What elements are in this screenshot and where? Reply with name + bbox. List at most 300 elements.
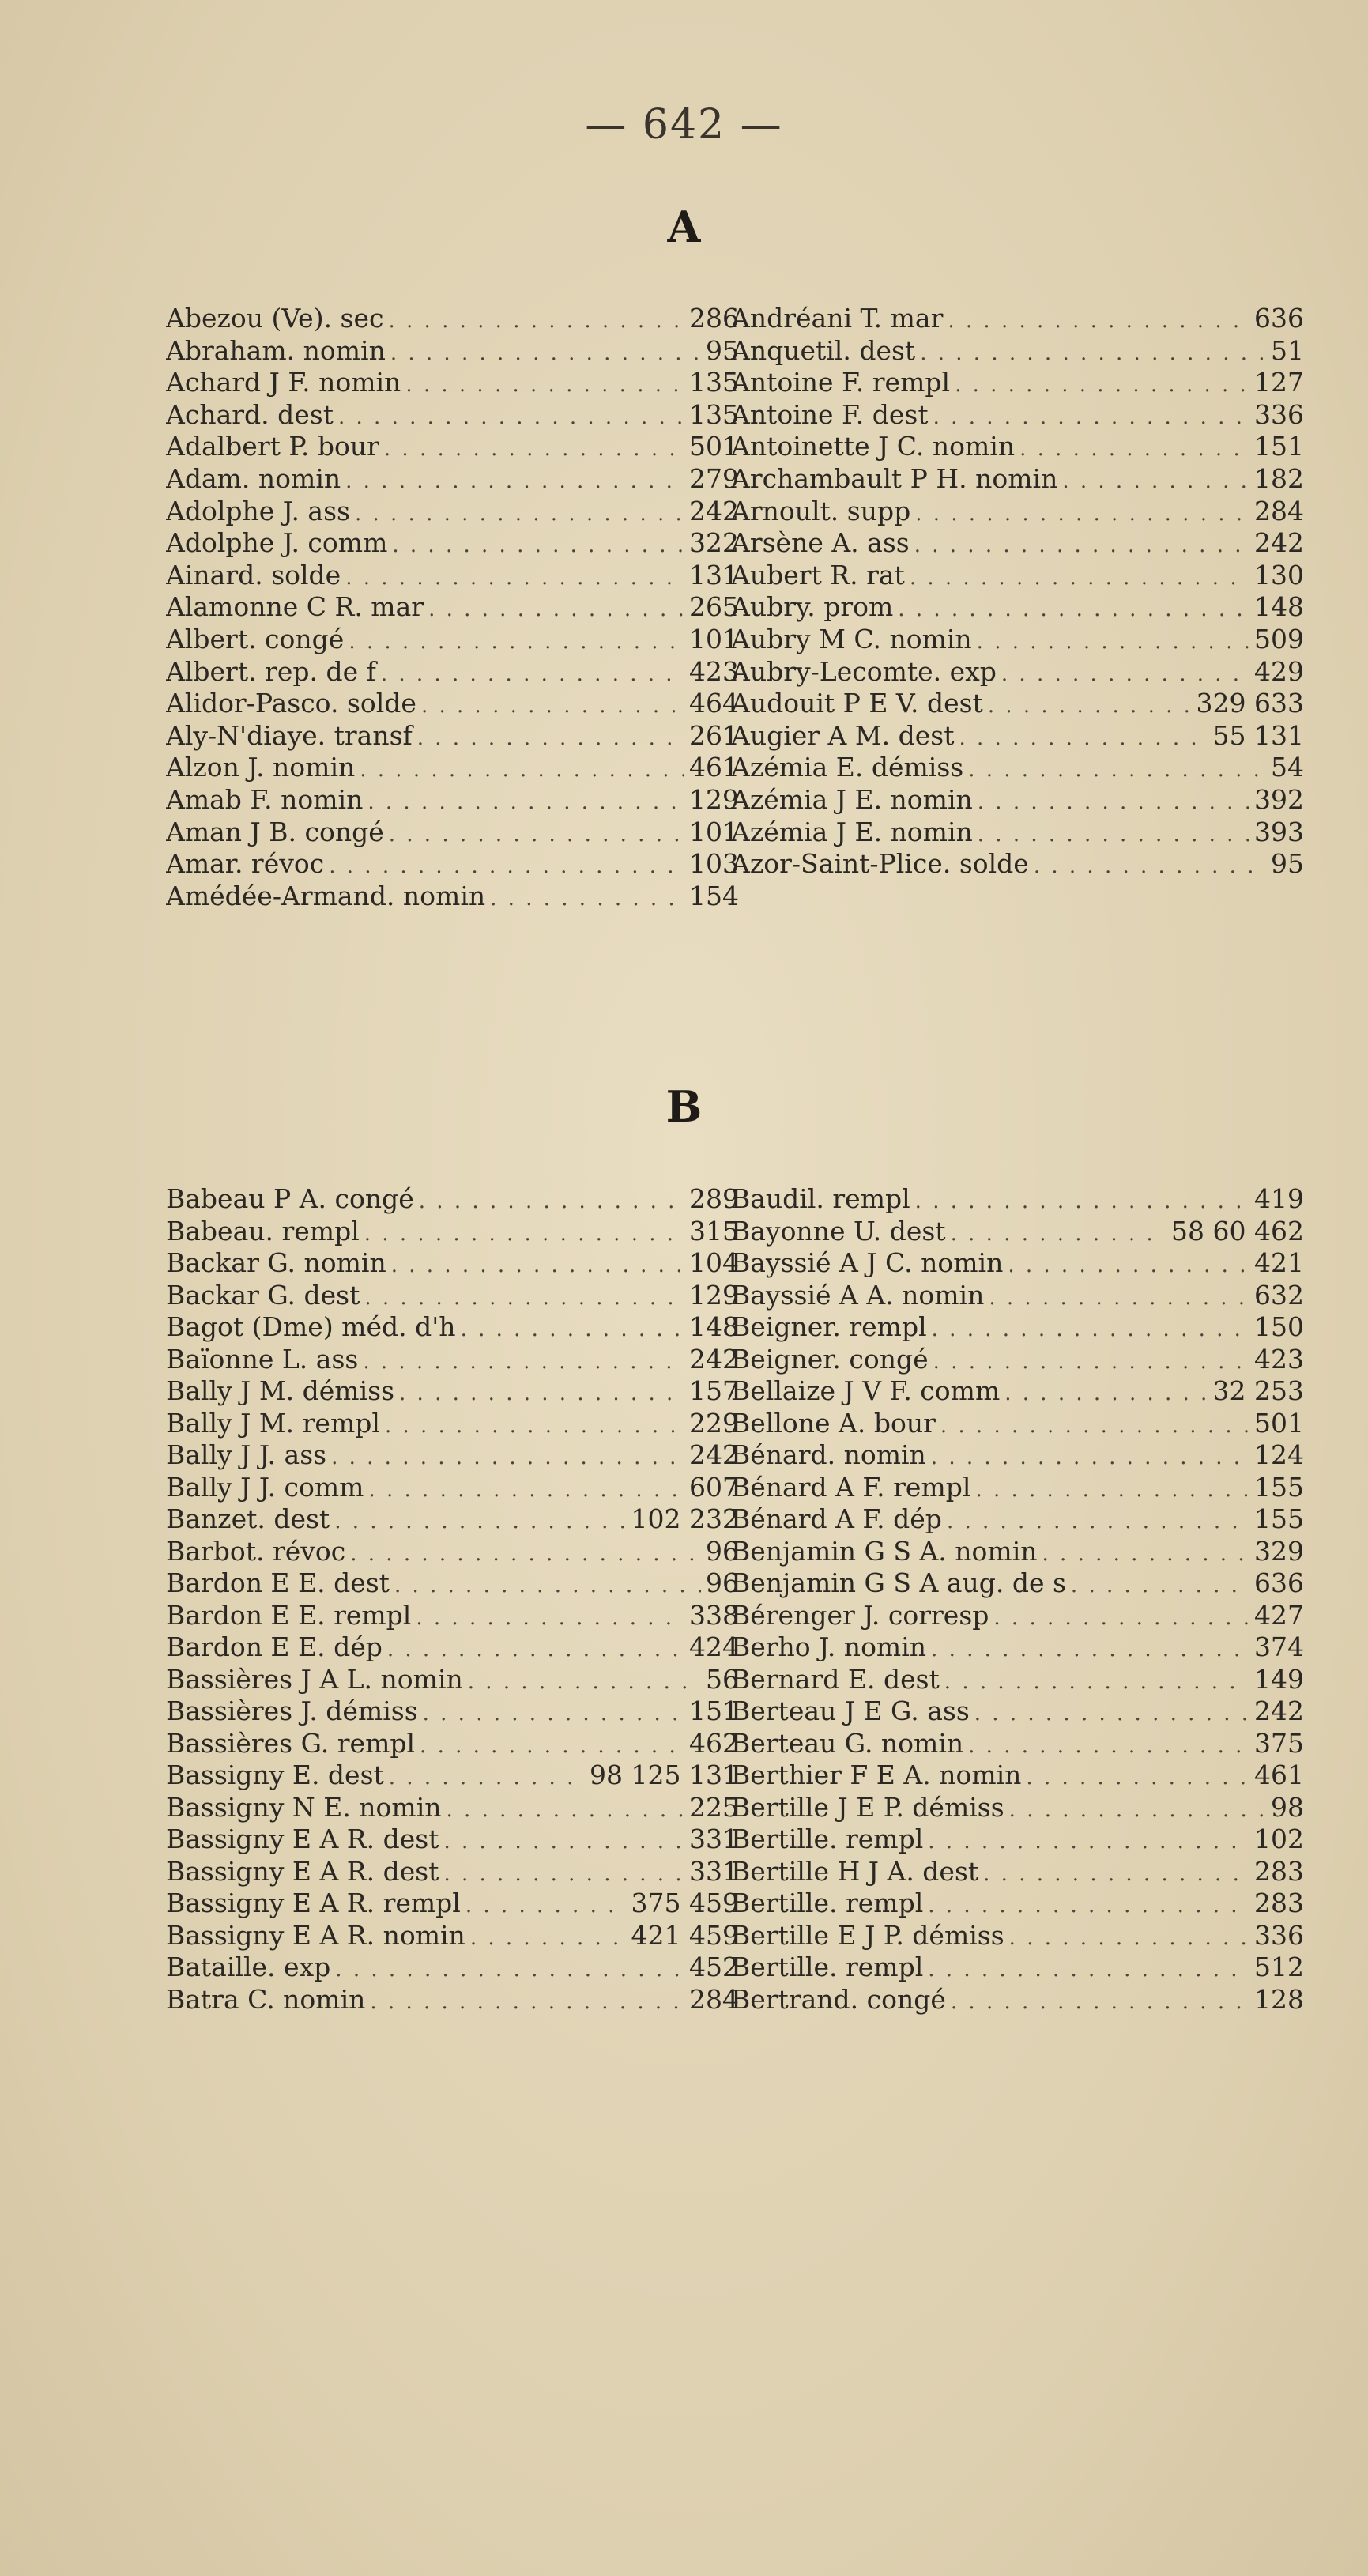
- index-entry: [731, 1183, 1304, 1216]
- index-entry: [731, 1536, 1304, 1568]
- dot-leader: [975, 1474, 1249, 1504]
- entry-pages: 96: [706, 1535, 739, 1567]
- entry-pages: 129: [689, 1279, 739, 1311]
- entry-pages: 182: [1254, 462, 1304, 494]
- entry-name: Azémia E. démiss: [731, 752, 964, 783]
- entry-name: Bally J M. rempl: [166, 1407, 380, 1439]
- dot-leader: [389, 305, 685, 335]
- dot-leader: [428, 594, 684, 624]
- entry-name: Bertille J E P. démiss: [731, 1791, 1004, 1823]
- dot-leader: [1026, 1762, 1249, 1792]
- entry-pages: 501: [689, 431, 739, 462]
- dot-leader: [1042, 1538, 1249, 1568]
- entry-pages: 284: [689, 1983, 739, 2015]
- entry-name: Achard. dest: [166, 398, 334, 430]
- index-entry: [731, 527, 1304, 560]
- entry-name: Beigner. congé: [731, 1343, 929, 1375]
- index-entry: [731, 335, 1304, 368]
- entry-name: Berho J. nomin: [731, 1631, 927, 1662]
- entry-name: Anquetil. dest: [731, 334, 916, 366]
- entry-pages: 148: [1254, 591, 1304, 623]
- entry-name: Bénard A F. rempl: [731, 1471, 971, 1503]
- entry-name: Amar. révoc: [166, 848, 325, 880]
- entry-pages: 261: [689, 719, 739, 751]
- entry-pages: 289: [689, 1183, 739, 1214]
- index-entry: [166, 1952, 739, 1984]
- section-heading-a: A: [667, 202, 701, 252]
- dot-leader: [349, 626, 684, 656]
- index-entry: [166, 1888, 739, 1920]
- entry-name: Backar G. nomin: [166, 1247, 386, 1278]
- entry-pages: 338: [689, 1599, 739, 1631]
- index-entry: [166, 1439, 739, 1472]
- entry-pages: 283: [1254, 1888, 1304, 1918]
- entry-name: Augier A M. dest: [731, 719, 955, 751]
- index-entry: [166, 1280, 739, 1312]
- dot-leader: [391, 1250, 684, 1280]
- index-entry: [731, 1344, 1304, 1376]
- entry-pages: 421 459: [631, 1919, 739, 1951]
- entry-pages: 279: [689, 462, 739, 494]
- dot-leader: [914, 530, 1249, 560]
- entry-name: Babeau P A. congé: [166, 1183, 414, 1214]
- entry-pages: 102: [1254, 1824, 1304, 1854]
- dot-leader: [951, 1218, 1166, 1248]
- index-entry: [166, 527, 739, 560]
- dot-leader: [350, 1538, 701, 1568]
- index-entry: [166, 335, 739, 368]
- entry-name: Bally J M. démiss: [166, 1375, 395, 1406]
- dot-leader: [389, 819, 684, 849]
- dot-leader: [1019, 433, 1249, 463]
- index-entry: [166, 1728, 739, 1760]
- entry-name: Bertille E J P. démiss: [731, 1919, 1004, 1951]
- entry-name: Bassigny N E. nomin: [166, 1791, 442, 1823]
- dot-leader: [389, 1762, 585, 1792]
- dot-leader: [417, 722, 684, 752]
- dot-leader: [405, 369, 684, 399]
- index-entry: [731, 1311, 1304, 1344]
- index-entry: [166, 656, 739, 688]
- entry-pages: 32 253: [1212, 1375, 1304, 1406]
- entry-name: Batra C. nomin: [166, 1983, 366, 2015]
- index-entry: [166, 591, 739, 624]
- entry-pages: 102 232: [631, 1503, 739, 1534]
- entry-name: Azémia J E. nomin: [731, 816, 973, 847]
- entry-name: Antoine F. rempl: [731, 367, 951, 398]
- index-entry: [166, 881, 739, 913]
- index-entry: [731, 1728, 1304, 1760]
- entry-name: Bayonne U. dest: [731, 1215, 946, 1247]
- index-entry: [166, 496, 739, 528]
- index-entry: [731, 303, 1304, 335]
- entry-pages: 149: [1254, 1663, 1304, 1695]
- index-entry: [731, 399, 1304, 432]
- index-entry: [166, 1920, 739, 1952]
- entry-name: Aubry. prom: [731, 591, 894, 623]
- index-column-b-right: [731, 1183, 1304, 2016]
- entry-pages: 461: [689, 752, 739, 783]
- entry-name: Bassigny E A R. dest: [166, 1855, 439, 1887]
- dot-leader: [915, 498, 1249, 528]
- index-entry: [166, 560, 739, 592]
- entry-pages: 242: [689, 495, 739, 526]
- index-entry: [166, 1503, 739, 1536]
- dot-leader: [385, 1410, 684, 1440]
- entry-pages: 462: [689, 1727, 739, 1759]
- dot-leader: [345, 562, 684, 592]
- dot-leader: [920, 338, 1266, 368]
- index-entry: [166, 367, 739, 399]
- entry-name: Amédée-Armand. nomin: [166, 880, 486, 911]
- entry-name: Bassières J. démiss: [166, 1695, 418, 1726]
- entry-name: Benjamin G S A. nomin: [731, 1535, 1038, 1567]
- entry-name: Alamonne C R. mar: [166, 591, 424, 623]
- dot-leader: [928, 1826, 1249, 1856]
- entry-name: Bassières J A L. nomin: [166, 1663, 463, 1695]
- dot-leader: [423, 1698, 684, 1728]
- entry-pages: 636: [1254, 1567, 1304, 1598]
- index-entry: [166, 463, 739, 496]
- entry-name: Bellaize J V F. comm: [731, 1375, 1001, 1406]
- entry-pages: 452: [689, 1952, 739, 1982]
- index-entry: [731, 688, 1304, 720]
- entry-pages: 124: [1254, 1439, 1304, 1470]
- entry-pages: 51: [1271, 334, 1304, 366]
- entry-pages: 98 125 131: [590, 1759, 739, 1790]
- index-entry: [166, 1344, 739, 1376]
- entry-pages: 242: [1254, 1695, 1304, 1726]
- entry-name: Bayssié A A. nomin: [731, 1279, 985, 1311]
- entry-name: Backar G. dest: [166, 1279, 360, 1311]
- dot-leader: [1001, 658, 1249, 688]
- dot-leader: [364, 1218, 684, 1248]
- dot-leader: [399, 1378, 684, 1408]
- entry-pages: 607: [689, 1471, 739, 1503]
- dot-leader: [1008, 1250, 1249, 1280]
- index-entry: [731, 720, 1304, 752]
- dot-leader: [419, 1186, 684, 1216]
- entry-pages: 95: [706, 334, 739, 366]
- dot-leader: [364, 1282, 684, 1312]
- dot-leader: [944, 1666, 1249, 1696]
- dot-leader: [394, 1570, 701, 1600]
- entry-pages: 58 60 462: [1171, 1215, 1304, 1247]
- entry-pages: 331: [689, 1855, 739, 1887]
- entry-pages: 421: [1254, 1247, 1304, 1278]
- dot-leader: [447, 1794, 684, 1824]
- dot-leader: [490, 883, 684, 913]
- entry-pages: 154: [689, 880, 739, 911]
- dot-leader: [951, 1986, 1249, 2016]
- entry-name: Bernard E. dest: [731, 1663, 940, 1695]
- entry-pages: 103: [689, 848, 739, 880]
- entry-pages: 265: [689, 591, 739, 623]
- entry-name: Amab F. nomin: [166, 783, 364, 815]
- dot-leader: [468, 1666, 701, 1696]
- entry-name: Bénard. nomin: [731, 1439, 926, 1470]
- index-entry: [166, 688, 739, 720]
- dot-leader: [465, 1890, 627, 1920]
- entry-pages: 225: [689, 1791, 739, 1823]
- index-entry: [731, 463, 1304, 496]
- dot-leader: [363, 1346, 684, 1376]
- entry-name: Adolphe J. ass: [166, 495, 350, 526]
- entry-name: Abezou (Ve). sec: [166, 303, 384, 334]
- dot-leader: [928, 1954, 1249, 1984]
- index-entry: [166, 624, 739, 656]
- dot-leader: [443, 1826, 684, 1856]
- dot-leader: [421, 690, 684, 720]
- entry-pages: 155: [1254, 1503, 1304, 1534]
- index-entry: [166, 784, 739, 817]
- entry-name: Achard J F. nomin: [166, 367, 401, 398]
- entry-pages: 322: [689, 527, 739, 559]
- entry-name: Baudil. rempl: [731, 1183, 910, 1214]
- dot-leader: [947, 1506, 1249, 1536]
- index-entry: [731, 367, 1304, 399]
- entry-name: Banzet. dest: [166, 1503, 330, 1534]
- entry-name: Aubry M C. nomin: [731, 623, 972, 654]
- dot-leader: [368, 1474, 684, 1504]
- entry-name: Arsène A. ass: [731, 527, 910, 559]
- dot-leader: [338, 402, 684, 432]
- dot-leader: [983, 1858, 1249, 1888]
- dot-leader: [360, 754, 684, 784]
- entry-name: Albert. congé: [166, 623, 345, 654]
- index-entry: [731, 560, 1304, 592]
- entry-pages: 135: [689, 367, 739, 398]
- index-entry: [166, 817, 739, 849]
- dot-leader: [931, 1442, 1249, 1472]
- entry-name: Andréani T. mar: [731, 303, 944, 334]
- entry-pages: 423: [1254, 1343, 1304, 1375]
- index-entry: [731, 1375, 1304, 1408]
- entry-pages: 423: [689, 655, 739, 687]
- entry-pages: 331: [689, 1824, 739, 1854]
- index-entry: [731, 1439, 1304, 1472]
- entry-pages: 329: [1254, 1535, 1304, 1567]
- entry-pages: 157: [689, 1375, 739, 1406]
- dot-leader: [928, 1890, 1249, 1920]
- entry-pages: 135: [689, 398, 739, 430]
- dot-leader: [335, 1954, 684, 1984]
- section-heading-b: B: [665, 1081, 703, 1132]
- entry-name: Bérenger J. corresp: [731, 1599, 989, 1631]
- index-column-a-right: [731, 303, 1304, 881]
- dot-leader: [334, 1506, 626, 1536]
- index-entry: [166, 1216, 739, 1248]
- entry-name: Bassigny E A R. dest: [166, 1824, 439, 1854]
- entry-pages: 242: [689, 1343, 739, 1375]
- dot-leader: [367, 786, 684, 817]
- page-number: — 642 —: [585, 101, 783, 149]
- entry-name: Aman J B. congé: [166, 816, 384, 847]
- index-entry: [731, 1408, 1304, 1440]
- entry-name: Bardon E E. rempl: [166, 1599, 412, 1631]
- dot-leader: [978, 819, 1249, 849]
- entry-name: Arnoult. supp: [731, 495, 911, 526]
- index-entry: [731, 817, 1304, 849]
- entry-pages: 151: [689, 1695, 739, 1726]
- dot-leader: [331, 1442, 684, 1472]
- entry-pages: 424: [689, 1631, 739, 1662]
- dot-leader: [443, 1858, 684, 1888]
- index-entry: [166, 720, 739, 752]
- entry-name: Azor-Saint-Plice. solde: [731, 848, 1029, 880]
- entry-pages: 632: [1254, 1279, 1304, 1311]
- entry-name: Barbot. révoc: [166, 1535, 346, 1567]
- index-entry: [166, 303, 739, 335]
- entry-pages: 96: [706, 1567, 739, 1598]
- entry-name: Bertille. rempl: [731, 1824, 924, 1854]
- dot-leader: [974, 1698, 1249, 1728]
- entry-pages: 392: [1254, 783, 1304, 815]
- index-entry: [166, 1759, 739, 1792]
- index-entry: [166, 752, 739, 784]
- entry-pages: 374: [1254, 1631, 1304, 1662]
- dot-leader: [948, 305, 1249, 335]
- dot-leader: [1009, 1794, 1266, 1824]
- entry-pages: 427: [1254, 1599, 1304, 1631]
- dot-leader: [370, 1986, 684, 2016]
- index-entry: [731, 1664, 1304, 1696]
- entry-pages: 150: [1254, 1311, 1304, 1342]
- dot-leader: [387, 1634, 684, 1664]
- entry-pages: 56: [706, 1663, 739, 1695]
- dot-leader: [977, 626, 1249, 656]
- entry-name: Bénard A F. dép: [731, 1503, 942, 1534]
- index-column-a-left: [166, 303, 739, 912]
- entry-pages: 242: [1254, 527, 1304, 559]
- entry-pages: 127: [1254, 367, 1304, 398]
- entry-pages: 98: [1271, 1791, 1304, 1823]
- entry-name: Bertille. rempl: [731, 1888, 924, 1918]
- entry-pages: 129: [689, 783, 739, 815]
- dot-leader: [1062, 466, 1249, 496]
- entry-name: Albert. rep. de f: [166, 655, 376, 687]
- index-entry: [731, 752, 1304, 784]
- entry-name: Bassigny E A R. nomin: [166, 1919, 465, 1951]
- index-entry: [166, 1984, 739, 2016]
- index-entry: [731, 1503, 1304, 1536]
- entry-pages: 101: [689, 623, 739, 654]
- entry-pages: 54: [1271, 752, 1304, 783]
- entry-name: Bassigny E. dest: [166, 1759, 384, 1790]
- entry-pages: 329 633: [1196, 688, 1304, 719]
- dot-leader: [931, 1634, 1249, 1664]
- dot-leader: [989, 1282, 1249, 1312]
- index-entry: [166, 1408, 739, 1440]
- index-entry: [166, 1695, 739, 1728]
- entry-pages: 148: [689, 1311, 739, 1342]
- dot-leader: [345, 466, 684, 496]
- index-entry: [731, 1952, 1304, 1984]
- index-entry: [166, 1664, 739, 1696]
- entry-name: Adam. nomin: [166, 462, 341, 494]
- entry-pages: 131: [689, 559, 739, 590]
- index-entry: [731, 1600, 1304, 1632]
- index-entry: [166, 1536, 739, 1568]
- entry-pages: 95: [1271, 848, 1304, 880]
- dot-leader: [1071, 1570, 1249, 1600]
- index-entry: [166, 1375, 739, 1408]
- index-entry: [166, 1311, 739, 1344]
- index-entry: [166, 1472, 739, 1504]
- dot-leader: [416, 1602, 684, 1632]
- entry-pages: 429: [1254, 655, 1304, 687]
- entry-name: Alzon J. nomin: [166, 752, 356, 783]
- entry-pages: 393: [1254, 816, 1304, 847]
- entry-pages: 336: [1254, 1919, 1304, 1951]
- dot-leader: [988, 690, 1192, 720]
- dot-leader: [910, 562, 1249, 592]
- entry-pages: 55 131: [1212, 719, 1304, 751]
- entry-name: Antoine F. dest: [731, 398, 929, 430]
- index-entry: [731, 1631, 1304, 1664]
- index-entry: [731, 591, 1304, 624]
- index-entry: [731, 496, 1304, 528]
- index-entry: [731, 1824, 1304, 1856]
- index-entry: [166, 1824, 739, 1856]
- entry-pages: 283: [1254, 1855, 1304, 1887]
- entry-pages: 101: [689, 816, 739, 847]
- entry-name: Bataille. exp: [166, 1952, 331, 1982]
- index-entry: [731, 784, 1304, 817]
- entry-pages: 464: [689, 688, 739, 719]
- dot-leader: [915, 1186, 1249, 1216]
- entry-name: Bayssié A J C. nomin: [731, 1247, 1004, 1278]
- entry-name: Beigner. rempl: [731, 1311, 927, 1342]
- index-entry: [731, 1280, 1304, 1312]
- entry-pages: 636: [1254, 303, 1304, 334]
- index-entry: [731, 848, 1304, 881]
- index-entry: [731, 431, 1304, 463]
- entry-name: Bardon E E. dest: [166, 1567, 390, 1598]
- dot-leader: [933, 1346, 1249, 1376]
- entry-name: Bassigny E A R. rempl: [166, 1888, 461, 1918]
- dot-leader: [898, 594, 1249, 624]
- entry-pages: 104: [689, 1247, 739, 1278]
- index-entry: [166, 1856, 739, 1888]
- entry-name: Aubry-Lecomte. exp: [731, 655, 997, 687]
- dot-leader: [932, 1314, 1249, 1344]
- entry-name: Bagot (Dme) méd. d'h: [166, 1311, 456, 1342]
- index-entry: [731, 1984, 1304, 2016]
- entry-name: Abraham. nomin: [166, 334, 386, 366]
- dot-leader: [392, 530, 684, 560]
- entry-pages: 286: [689, 303, 739, 334]
- entry-pages: 155: [1254, 1471, 1304, 1503]
- index-entry: [731, 624, 1304, 656]
- entry-pages: 128: [1254, 1983, 1304, 2015]
- dot-leader: [390, 338, 701, 368]
- entry-pages: 512: [1254, 1952, 1304, 1982]
- entry-name: Azémia J E. nomin: [731, 783, 973, 815]
- dot-leader: [470, 1922, 627, 1952]
- entry-name: Berteau J E G. ass: [731, 1695, 970, 1726]
- dot-leader: [1034, 850, 1266, 881]
- index-entry: [166, 1247, 739, 1280]
- entry-name: Bassières G. rempl: [166, 1727, 416, 1759]
- dot-leader: [381, 658, 684, 688]
- index-entry: [166, 1567, 739, 1600]
- entry-name: Alidor-Pasco. solde: [166, 688, 416, 719]
- entry-pages: 375 459: [631, 1888, 739, 1918]
- index-entry: [166, 399, 739, 432]
- entry-name: Bally J J. ass: [166, 1439, 327, 1470]
- entry-name: Bertrand. congé: [731, 1983, 946, 2015]
